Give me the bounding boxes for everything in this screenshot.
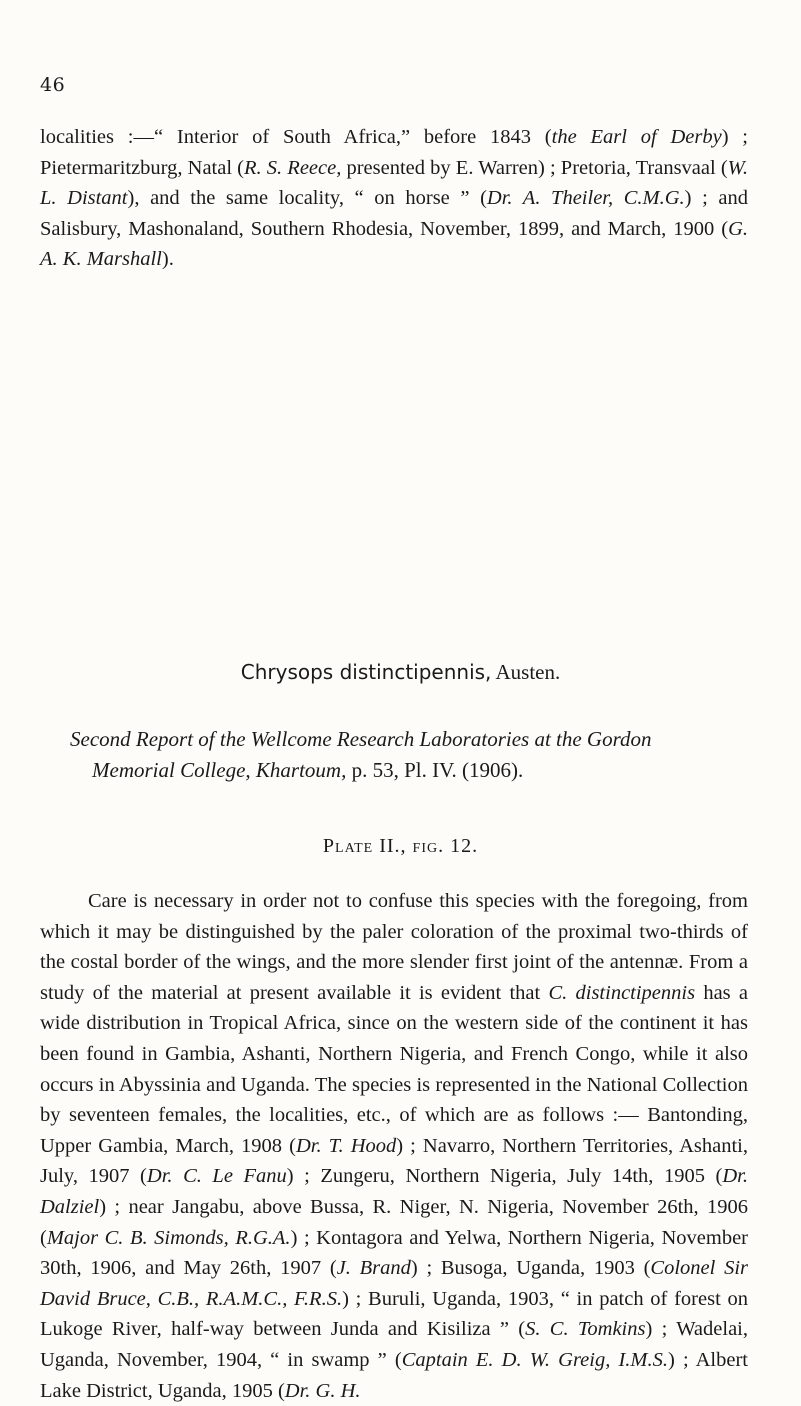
page-number: 46: [40, 74, 66, 96]
species-name: Chrysops distinctipennis,: [240, 660, 492, 684]
collector-name: Dr. Dalziel: [40, 1165, 748, 1218]
text-run: ) ; Buruli, Uganda, 1903, “ in patch of forest on Lukoge River, half-way between Junda and Kisiliza ” (: [40, 1287, 748, 1341]
plate-reference: Plate II., fig. 12.: [322, 835, 479, 857]
species-abbrev: C. distinctipennis: [548, 981, 696, 1004]
collector-name: Major C. B. Simonds, R.G.A.: [46, 1226, 291, 1249]
text-run: ) ; Kontagora and Yelwa, Northern Nigeria, November 30th, 1906, and May 26th, 1907 (: [40, 1226, 748, 1280]
collector-name: Colonel Sir David Bruce, C.B., R.A.M.C., F.R.S.: [40, 1257, 748, 1310]
reference-title-line2: Memorial College, Khartoum,: [92, 758, 347, 782]
text-run: ) ; Zungeru, Northern Nigeria, July 14th, 1905 (: [286, 1165, 723, 1188]
reference-pages: p. 53, Pl. IV. (1906).: [346, 758, 524, 782]
species-heading: [0, 660, 801, 685]
collector-name: G. A. K. Marshall: [40, 217, 748, 270]
literature-reference: [70, 724, 710, 786]
reference-title-line1: Second Report of the Wellcome Research Laboratories at the Gordon: [70, 727, 652, 751]
text-run: has a wide distribution in Tropical Africa, since on the western side of the continent it has been found in Gambia, Ashanti, Northern Nigeria, and French Congo, while it also occurs in Abyssinia and Uganda. The species is represented in the National Collection by seventeen females, the localities, etc., of which are as follows :— Bantonding, Upper Gambia, March, 1908 (: [40, 981, 748, 1157]
collector-name: Captain E. D. W. Greig, I.M.S.: [401, 1348, 668, 1371]
collector-name: Dr. G. H.: [284, 1379, 361, 1402]
collector-name: the Earl of Derby: [551, 126, 722, 148]
text-run: ), and the same locality, “ on horse ” (: [127, 187, 487, 209]
text-run: ) ; Pietermaritzburg, Natal (: [40, 126, 749, 179]
text-run: ).: [161, 248, 174, 270]
collector-name: Dr. C. Le Fanu: [146, 1165, 287, 1188]
collector-name: W. L. Distant: [40, 156, 748, 209]
text-run: ) ; Albert Lake District, Uganda, 1905 (: [40, 1348, 748, 1402]
text-run: ) ; and Salisbury, Mashonaland, Southern Rhodesia, November, 1899, and March, 1900 (: [40, 187, 749, 240]
collector-name: J. Brand: [336, 1257, 411, 1280]
text-run: ) ; Navarro, Northern Territories, Ashanti, July, 1907 (: [40, 1134, 748, 1188]
text-run: ) ; near Jangabu, above Bussa, R. Niger, N. Nigeria, November 26th, 1906 (: [40, 1195, 748, 1249]
text-run: Care is necessary in order not to confuse this species with the foregoing, from which it may be distinguished by the paler coloration of the proximal two-thirds of the costal border of the wings, and the more slender first joint of the antennæ. From a study of the material at present available it is evident that: [40, 890, 748, 1004]
text-run: ) ; Wadelai, Uganda, November, 1904, “ in swamp ” (: [40, 1318, 748, 1371]
paragraph-species-description: [40, 886, 748, 1406]
collector-name: S. C. Tomkins: [525, 1318, 646, 1341]
reference-line2: [70, 755, 710, 786]
collector-name: R. S. Reece,: [244, 156, 342, 179]
species-author: Austen.: [491, 660, 561, 684]
text-run: presented by E. Warren) ; Pretoria, Transvaal (: [341, 156, 728, 179]
paragraph-localities-previous-species: [40, 122, 748, 275]
text-run: ) ; Busoga, Uganda, 1903 (: [410, 1257, 651, 1280]
collector-name: Dr. A. Theiler, C.M.G.: [486, 187, 685, 209]
collector-name: Dr. T. Hood: [295, 1134, 397, 1157]
text-run: localities :—“ Interior of South Africa,” before 1843 (: [40, 126, 552, 148]
